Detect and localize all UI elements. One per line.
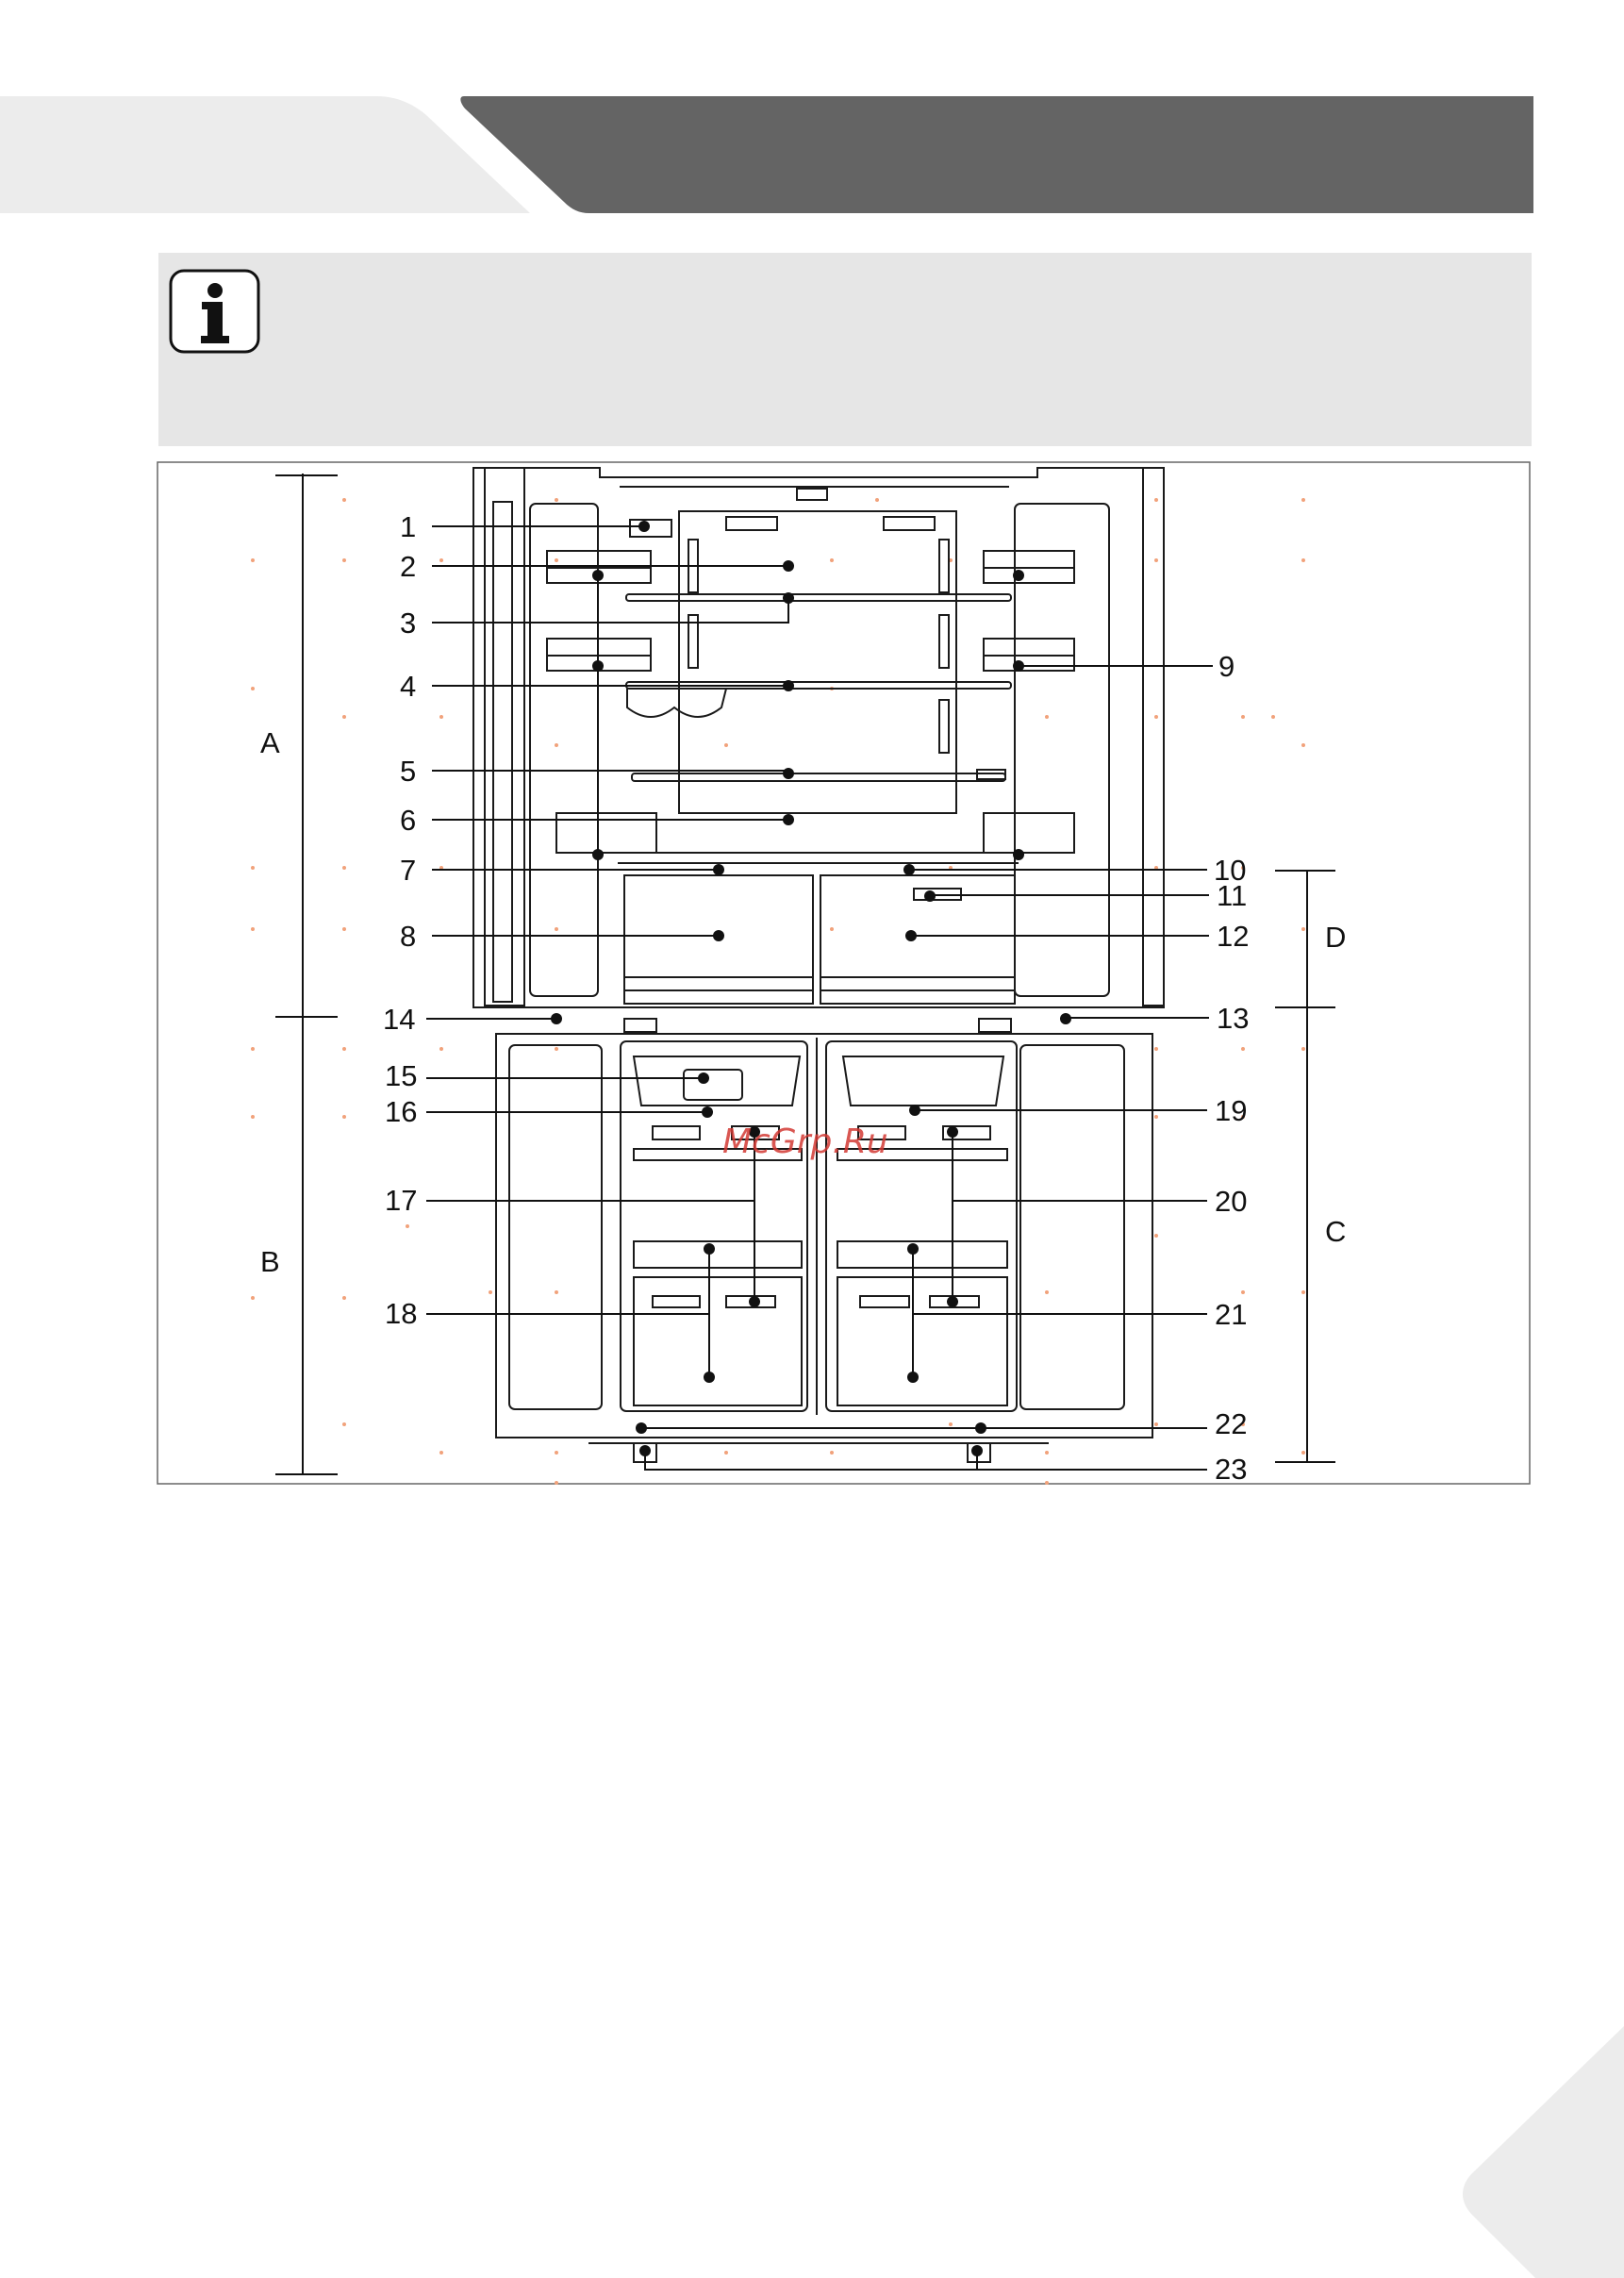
watermark: McGrp.Ru <box>722 1122 888 1161</box>
callout-dot-14 <box>551 1013 562 1024</box>
callout-dot-21 <box>947 1296 958 1307</box>
footer-corner <box>1463 2026 1624 2278</box>
callout-dot-15 <box>698 1072 709 1084</box>
callout-dot-4 <box>592 660 604 672</box>
callout-dot-9 <box>1013 570 1024 581</box>
info-icon <box>171 271 258 352</box>
fridge-drawing <box>473 468 1164 1462</box>
callout-3: 3 <box>400 607 417 640</box>
callout-dot-9 <box>1013 660 1024 672</box>
callout-dot-13 <box>1060 1013 1071 1024</box>
callout-8: 8 <box>400 920 417 953</box>
callout-dot-8 <box>713 930 724 941</box>
callout-23: 23 <box>1215 1453 1248 1486</box>
callout-markers <box>551 521 1071 1456</box>
callout-dot-1 <box>638 521 650 532</box>
callout-17: 17 <box>385 1184 418 1217</box>
callout-dot-7 <box>592 849 604 860</box>
callout-dot-6 <box>783 814 794 825</box>
section-label-C: C <box>1325 1215 1347 1248</box>
callout-dot-19 <box>909 1105 920 1116</box>
callout-dot-17 <box>704 1243 715 1255</box>
callout-dot-22 <box>975 1422 986 1434</box>
callout-dot-11 <box>924 890 936 902</box>
callout-1: 1 <box>400 510 417 543</box>
callout-dot-20 <box>947 1126 958 1138</box>
callout-dot-20 <box>907 1372 919 1383</box>
callout-dot-4 <box>783 680 794 691</box>
callout-12: 12 <box>1217 920 1250 953</box>
callout-dot-12 <box>905 930 917 941</box>
section-label-B: B <box>260 1245 280 1278</box>
callout-dot-20 <box>907 1243 919 1255</box>
callout-20: 20 <box>1215 1185 1248 1218</box>
callout-dot-23 <box>971 1445 983 1456</box>
callout-13: 13 <box>1217 1002 1250 1035</box>
callout-dot-2 <box>783 560 794 572</box>
callout-7: 7 <box>400 854 417 887</box>
callout-18: 18 <box>385 1297 418 1330</box>
callout-dot-16 <box>702 1106 713 1118</box>
callout-21: 21 <box>1215 1298 1248 1331</box>
callout-dot-2 <box>592 570 604 581</box>
callout-5: 5 <box>400 755 417 788</box>
callout-9: 9 <box>1218 650 1235 683</box>
callout-14: 14 <box>383 1003 416 1036</box>
callout-22: 22 <box>1215 1407 1248 1440</box>
callout-dot-10 <box>1013 849 1024 860</box>
callout-dot-3 <box>783 592 794 604</box>
callout-19: 19 <box>1215 1094 1248 1127</box>
callout-dot-7 <box>713 864 724 875</box>
leader-line-23 <box>645 1453 1207 1470</box>
header-bar <box>460 96 1533 213</box>
section-label-D: D <box>1325 921 1347 954</box>
callout-2: 2 <box>400 550 417 583</box>
callout-10: 10 <box>1214 854 1247 887</box>
callout-dot-22 <box>636 1422 647 1434</box>
callout-6: 6 <box>400 804 417 837</box>
callout-dot-23 <box>639 1445 651 1456</box>
callout-4: 4 <box>400 670 417 703</box>
header-left-tab <box>0 96 530 213</box>
section-labels <box>260 726 1346 1278</box>
callout-15: 15 <box>385 1059 418 1092</box>
diagram-frame <box>157 462 1530 1484</box>
callout-16: 16 <box>385 1095 418 1128</box>
callout-dot-18 <box>749 1296 760 1307</box>
callout-11: 11 <box>1217 879 1248 912</box>
info-box <box>158 253 1532 446</box>
callout-dot-5 <box>783 768 794 779</box>
section-brackets <box>275 474 1335 1475</box>
callout-dot-17 <box>704 1372 715 1383</box>
callout-dot-10 <box>903 864 915 875</box>
section-label-A: A <box>260 726 280 759</box>
